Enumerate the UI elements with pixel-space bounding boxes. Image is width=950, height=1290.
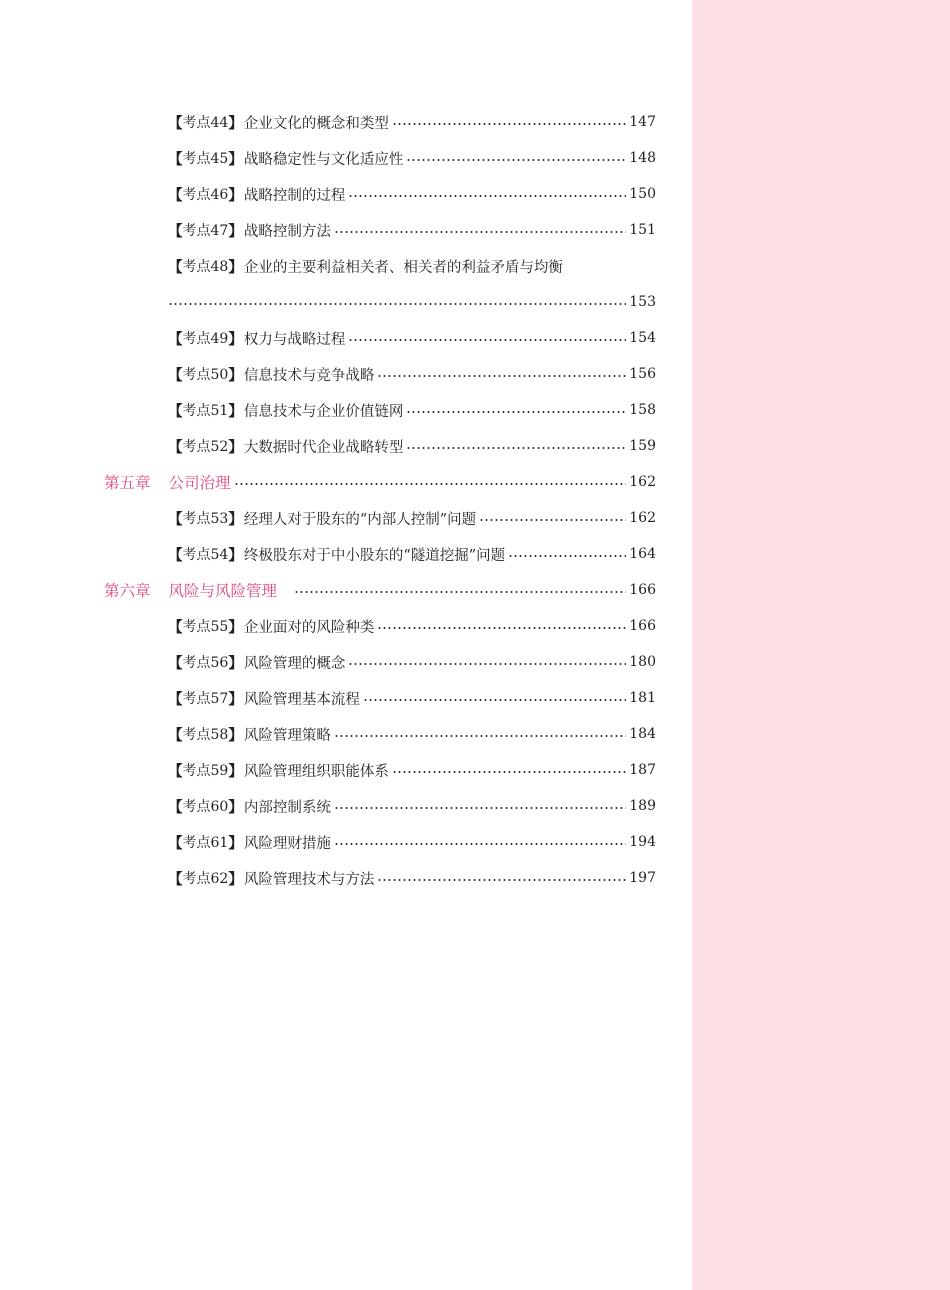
page-number: 162 bbox=[629, 474, 656, 490]
entry-tag: 考点48 bbox=[182, 259, 229, 275]
bracket-open: 【 bbox=[168, 366, 183, 384]
bracket-close: 】 bbox=[228, 546, 243, 564]
bracket-open: 【 bbox=[168, 150, 183, 168]
toc-entry-row[interactable] bbox=[0, 860, 692, 896]
toc-entry-row[interactable] bbox=[0, 644, 692, 680]
toc-chapter-row[interactable] bbox=[0, 572, 692, 608]
bracket-close: 】 bbox=[228, 186, 243, 204]
bracket-open: 【 bbox=[168, 438, 183, 456]
chapter-title: 公司治理 bbox=[168, 474, 231, 492]
entry-tag: 考点51 bbox=[182, 403, 229, 419]
entry-tag: 考点57 bbox=[182, 691, 229, 707]
toc-entry-row[interactable] bbox=[0, 248, 692, 284]
entry-tag: 考点61 bbox=[182, 835, 229, 851]
bracket-close: 】 bbox=[228, 834, 243, 852]
bracket-close: 】 bbox=[228, 258, 243, 276]
toc-entry-row[interactable] bbox=[0, 320, 692, 356]
bracket-open: 【 bbox=[168, 546, 183, 564]
entry-title: 信息技术与企业价值链网 bbox=[243, 403, 404, 420]
page-number: 151 bbox=[629, 222, 656, 238]
entry-tag: 考点53 bbox=[182, 511, 229, 527]
bracket-close: 】 bbox=[228, 510, 243, 528]
page-number: 154 bbox=[629, 330, 656, 346]
dot-leader bbox=[377, 375, 626, 377]
bracket-close: 】 bbox=[228, 150, 243, 168]
toc-entry-continuation[interactable] bbox=[0, 284, 692, 320]
page-number: 189 bbox=[629, 798, 656, 814]
page-number: 156 bbox=[629, 366, 656, 382]
bracket-close: 】 bbox=[228, 618, 243, 636]
dot-leader bbox=[334, 231, 626, 233]
dot-leader bbox=[406, 159, 626, 161]
dot-leader bbox=[406, 411, 626, 413]
bracket-open: 【 bbox=[168, 726, 183, 744]
page-number: 187 bbox=[629, 762, 656, 778]
bracket-open: 【 bbox=[168, 798, 183, 816]
dot-leader bbox=[334, 735, 626, 737]
entry-tag: 考点44 bbox=[182, 115, 229, 131]
entry-tag: 考点52 bbox=[182, 439, 229, 455]
toc-entry-row[interactable] bbox=[0, 680, 692, 716]
bracket-open: 【 bbox=[168, 618, 183, 636]
toc-entry-row[interactable] bbox=[0, 500, 692, 536]
bracket-close: 】 bbox=[228, 438, 243, 456]
toc-entry-row[interactable] bbox=[0, 716, 692, 752]
entry-tag: 考点62 bbox=[182, 871, 229, 887]
entry-title: 战略控制方法 bbox=[243, 223, 331, 240]
dot-leader bbox=[406, 447, 626, 449]
page-number: 166 bbox=[629, 582, 656, 598]
toc-entry-row[interactable] bbox=[0, 536, 692, 572]
dot-leader bbox=[334, 807, 626, 809]
toc-entry-row[interactable] bbox=[0, 392, 692, 428]
bracket-open: 【 bbox=[168, 402, 183, 420]
entry-tag: 考点47 bbox=[182, 223, 229, 239]
entry-tag: 考点50 bbox=[182, 367, 229, 383]
dot-leader bbox=[234, 483, 627, 485]
bracket-open: 【 bbox=[168, 654, 183, 672]
entry-title: 风险管理组织职能体系 bbox=[243, 763, 389, 780]
dot-leader bbox=[377, 627, 626, 629]
toc-entry-row[interactable] bbox=[0, 824, 692, 860]
page-number: 162 bbox=[629, 510, 656, 526]
bracket-close: 】 bbox=[228, 330, 243, 348]
toc-entry-row[interactable] bbox=[0, 428, 692, 464]
toc-entry-row[interactable] bbox=[0, 752, 692, 788]
page-number: 147 bbox=[629, 114, 656, 130]
table-of-contents bbox=[0, 104, 692, 896]
dot-leader bbox=[377, 879, 626, 881]
bracket-open: 【 bbox=[168, 690, 183, 708]
entry-tag: 考点60 bbox=[182, 799, 229, 815]
toc-entry-row[interactable] bbox=[0, 176, 692, 212]
entry-tag: 考点49 bbox=[182, 331, 229, 347]
toc-entry-row[interactable] bbox=[0, 788, 692, 824]
entry-title: 风险管理的概念 bbox=[243, 655, 346, 672]
entry-tag: 考点58 bbox=[182, 727, 229, 743]
bracket-close: 】 bbox=[228, 798, 243, 816]
bracket-open: 【 bbox=[168, 834, 183, 852]
bracket-close: 】 bbox=[228, 222, 243, 240]
dot-leader bbox=[479, 519, 626, 521]
bracket-open: 【 bbox=[168, 114, 183, 132]
bracket-close: 】 bbox=[228, 870, 243, 888]
page-number: 181 bbox=[629, 690, 656, 706]
page-number: 158 bbox=[629, 402, 656, 418]
entry-title: 风险管理技术与方法 bbox=[243, 871, 375, 888]
dot-leader bbox=[392, 123, 626, 125]
bracket-close: 】 bbox=[228, 726, 243, 744]
entry-title: 终极股东对于中小股东的“隧道挖掘”问题 bbox=[243, 547, 506, 564]
bracket-close: 】 bbox=[228, 402, 243, 420]
entry-title: 风险理财措施 bbox=[243, 835, 331, 852]
bracket-close: 】 bbox=[228, 114, 243, 132]
entry-title: 大数据时代企业战略转型 bbox=[243, 439, 404, 456]
page-number: 150 bbox=[629, 186, 656, 202]
chapter-label: 第五章 bbox=[104, 474, 151, 492]
bracket-open: 【 bbox=[168, 762, 183, 780]
entry-title: 内部控制系统 bbox=[243, 799, 331, 816]
toc-entry-row[interactable] bbox=[0, 104, 692, 140]
entry-tag: 考点59 bbox=[182, 763, 229, 779]
bracket-close: 】 bbox=[228, 762, 243, 780]
entry-tag: 考点56 bbox=[182, 655, 229, 671]
toc-entry-row[interactable] bbox=[0, 608, 692, 644]
bracket-open: 【 bbox=[168, 186, 183, 204]
bracket-open: 【 bbox=[168, 330, 183, 348]
entry-title: 风险管理基本流程 bbox=[243, 691, 360, 708]
dot-leader bbox=[294, 591, 626, 593]
entry-title: 企业文化的概念和类型 bbox=[243, 115, 389, 132]
dot-leader bbox=[168, 303, 626, 305]
entry-title: 企业的主要利益相关者、相关者的利益矛盾与均衡 bbox=[243, 259, 563, 276]
page-number: 166 bbox=[629, 618, 656, 634]
page-number: 148 bbox=[629, 150, 656, 166]
entry-tag: 考点54 bbox=[182, 547, 229, 563]
dot-leader bbox=[392, 771, 626, 773]
dot-leader bbox=[348, 663, 626, 665]
toc-entry-row[interactable] bbox=[0, 356, 692, 392]
dot-leader bbox=[348, 195, 626, 197]
entry-title: 信息技术与竞争战略 bbox=[243, 367, 375, 384]
entry-title: 风险管理策略 bbox=[243, 727, 331, 744]
toc-chapter-row[interactable] bbox=[0, 464, 692, 500]
bracket-open: 【 bbox=[168, 258, 183, 276]
bracket-open: 【 bbox=[168, 510, 183, 528]
dot-leader bbox=[348, 339, 626, 341]
dot-leader bbox=[508, 555, 626, 557]
page-number: 159 bbox=[629, 438, 656, 454]
toc-entry-row[interactable] bbox=[0, 212, 692, 248]
entry-title: 企业面对的风险种类 bbox=[243, 619, 375, 636]
entry-tag: 考点45 bbox=[182, 151, 229, 167]
entry-title: 经理人对于股东的“内部人控制”问题 bbox=[243, 511, 477, 528]
bracket-open: 【 bbox=[168, 870, 183, 888]
entry-tag: 考点55 bbox=[182, 619, 229, 635]
entry-title: 战略控制的过程 bbox=[243, 187, 346, 204]
dot-leader bbox=[363, 699, 626, 701]
page-number: 153 bbox=[629, 294, 656, 310]
page-number: 184 bbox=[629, 726, 656, 742]
page-number: 194 bbox=[629, 834, 656, 850]
page-number: 164 bbox=[629, 546, 656, 562]
dot-leader bbox=[334, 843, 626, 845]
chapter-label: 第六章 bbox=[104, 582, 151, 600]
toc-entry-row[interactable] bbox=[0, 140, 692, 176]
chapter-title: 风险与风险管理 bbox=[168, 582, 278, 600]
bracket-close: 】 bbox=[228, 366, 243, 384]
page-number: 197 bbox=[629, 870, 656, 886]
entry-title: 战略稳定性与文化适应性 bbox=[243, 151, 404, 168]
bracket-close: 】 bbox=[228, 654, 243, 672]
bracket-open: 【 bbox=[168, 222, 183, 240]
page-number: 180 bbox=[629, 654, 656, 670]
bracket-close: 】 bbox=[228, 690, 243, 708]
side-color-band bbox=[692, 0, 950, 1290]
entry-title: 权力与战略过程 bbox=[243, 331, 346, 348]
entry-tag: 考点46 bbox=[182, 187, 229, 203]
